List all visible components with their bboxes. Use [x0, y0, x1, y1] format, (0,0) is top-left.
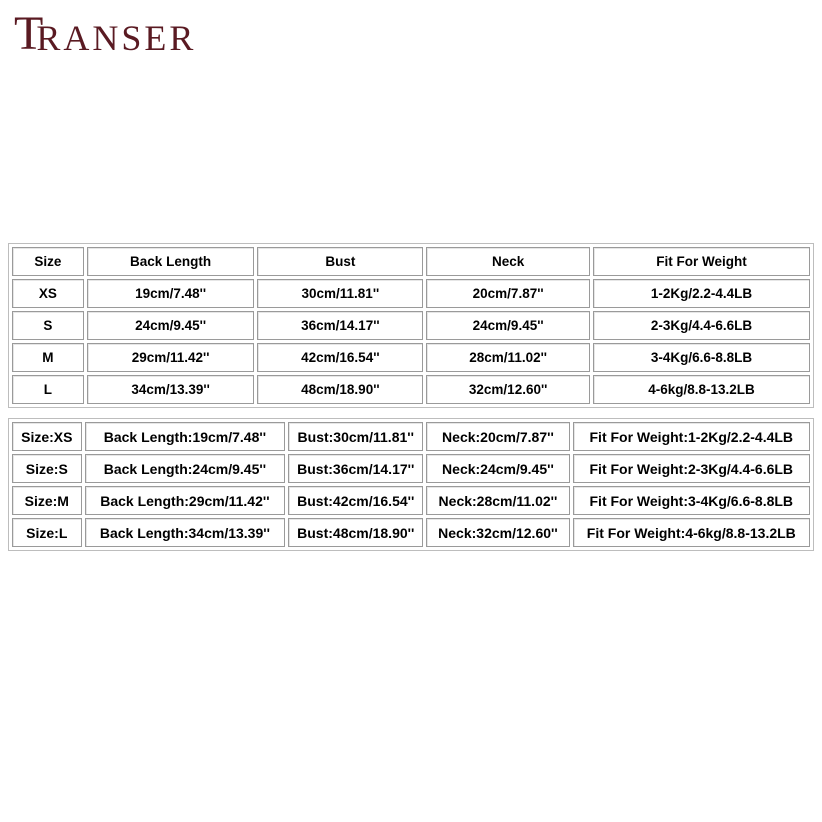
table-cell: Fit For Weight:2-3Kg/4.4-6.6LB [573, 454, 810, 483]
table-cell: Neck:20cm/7.87'' [426, 422, 569, 451]
table-row [12, 343, 810, 372]
table-cell: 30cm/11.81'' [257, 279, 423, 308]
table-cell: Size:XS [12, 422, 82, 451]
table-cell: 32cm/12.60'' [426, 375, 590, 404]
header-cell: Neck [426, 247, 590, 276]
table-row [12, 311, 810, 340]
table-row [12, 279, 810, 308]
brand-logo [14, 7, 197, 60]
table-cell: 20cm/7.87'' [426, 279, 590, 308]
table-row [12, 422, 810, 451]
table-row [12, 454, 810, 483]
table-cell: Back Length:34cm/13.39'' [85, 518, 286, 547]
table-row [12, 486, 810, 515]
table-cell: 4-6kg/8.8-13.2LB [593, 375, 810, 404]
table-cell: M [12, 343, 84, 372]
table-cell: Neck:24cm/9.45'' [426, 454, 569, 483]
table-cell: 19cm/7.48'' [87, 279, 255, 308]
table-cell: Fit For Weight:4-6kg/8.8-13.2LB [573, 518, 810, 547]
table-cell: Back Length:24cm/9.45'' [85, 454, 286, 483]
table-cell: 34cm/13.39'' [87, 375, 255, 404]
header-cell: Bust [257, 247, 423, 276]
table-cell: Size:M [12, 486, 82, 515]
table-cell: Bust:42cm/16.54'' [288, 486, 423, 515]
table-header-row [12, 247, 810, 276]
table-cell: Back Length:29cm/11.42'' [85, 486, 286, 515]
table-cell: Bust:48cm/18.90'' [288, 518, 423, 547]
table-cell: Bust:30cm/11.81'' [288, 422, 423, 451]
table-cell: 29cm/11.42'' [87, 343, 255, 372]
table-row [12, 518, 810, 547]
table-cell: Fit For Weight:1-2Kg/2.2-4.4LB [573, 422, 810, 451]
table-cell: 2-3Kg/4.4-6.6LB [593, 311, 810, 340]
table-cell: Neck:32cm/12.60'' [426, 518, 569, 547]
table-cell: 42cm/16.54'' [257, 343, 423, 372]
table-cell: Back Length:19cm/7.48'' [85, 422, 286, 451]
table-cell: L [12, 375, 84, 404]
header-cell: Back Length [87, 247, 255, 276]
header-cell: Fit For Weight [593, 247, 810, 276]
logo-initial: T [14, 7, 43, 60]
table-cell: Fit For Weight:3-4Kg/6.6-8.8LB [573, 486, 810, 515]
table-row [12, 375, 810, 404]
table-cell: Size:L [12, 518, 82, 547]
table-cell: 36cm/14.17'' [257, 311, 423, 340]
table-cell: 3-4Kg/6.6-8.8LB [593, 343, 810, 372]
table-cell: XS [12, 279, 84, 308]
table-cell: 48cm/18.90'' [257, 375, 423, 404]
size-chart-table [8, 243, 814, 408]
table-cell: Bust:36cm/14.17'' [288, 454, 423, 483]
table-cell: Neck:28cm/11.02'' [426, 486, 569, 515]
size-chart-inline-table [8, 418, 814, 551]
logo-wordmark: RANSER [36, 18, 197, 58]
table-cell: S [12, 311, 84, 340]
table-cell: 1-2Kg/2.2-4.4LB [593, 279, 810, 308]
table-cell: Size:S [12, 454, 82, 483]
table-cell: 28cm/11.02'' [426, 343, 590, 372]
header-cell: Size [12, 247, 84, 276]
table-cell: 24cm/9.45'' [87, 311, 255, 340]
table-cell: 24cm/9.45'' [426, 311, 590, 340]
